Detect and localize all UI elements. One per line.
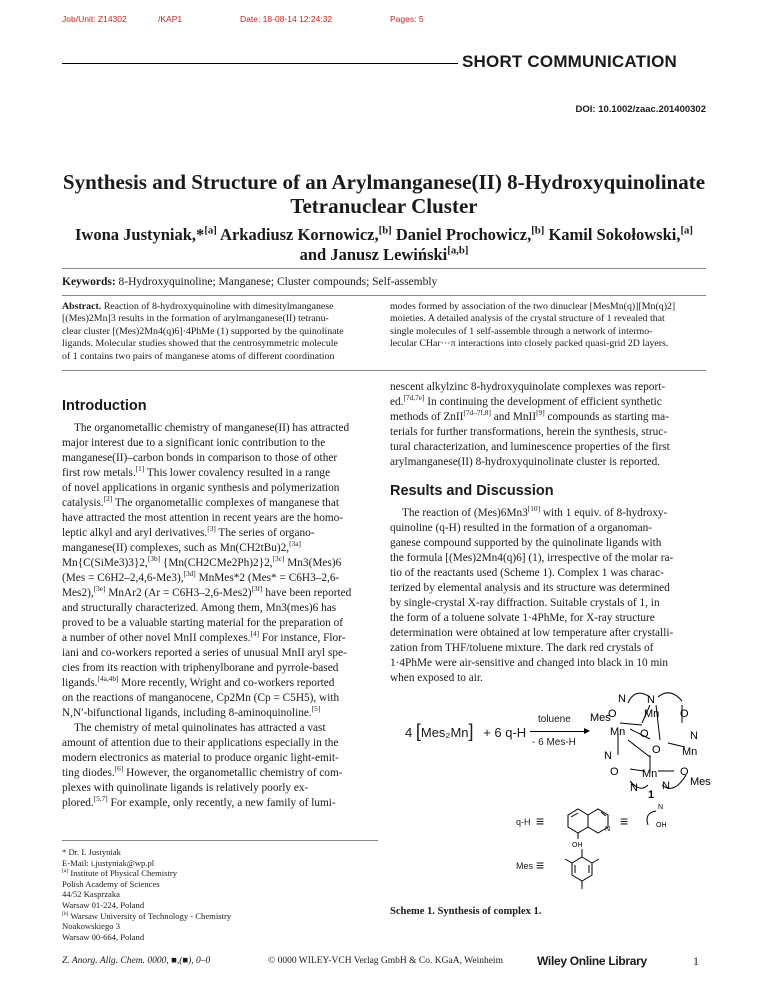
- text-line: amount of attention due to their applications especially in the: [62, 737, 339, 749]
- coefficient: 4: [405, 725, 413, 740]
- text-line: Polish Academy of Sciences: [62, 878, 160, 889]
- scheme-atom-label: OH: [656, 822, 667, 829]
- scheme-atom-label: N: [647, 694, 655, 706]
- text-line: [b] Warsaw University of Technology - Chemistry: [62, 910, 232, 921]
- title-line-1: Synthesis and Structure of an Arylmanganese(II) 8-Hydroxyquinolinate: [62, 170, 706, 194]
- author-0: Iwona Justyniak,*[a]: [75, 224, 217, 244]
- text-line: major interest due to a significant ionic contribution to the: [62, 437, 326, 449]
- text-line: 1·4PhMe were air-sensitive and changed into black in 10 min: [390, 657, 669, 669]
- solvent-label: toluene: [538, 714, 571, 725]
- text-line: and structurally characterized. Among them, Mn3(mes)6 has: [62, 602, 337, 614]
- date-stamp: Date: 18-08-14 12:24:32: [240, 14, 333, 24]
- scheme-atom-label: N: [605, 826, 611, 833]
- text-line: 44/52 Kasprzaka: [62, 889, 120, 900]
- text-line: Mes2),[3e] MnAr2 (Ar = C6H3–2,6-Mes2)[3f] have been reported: [62, 584, 352, 599]
- text-line: The reaction of (Mes)6Mn3[10] with 1 equiv. of 8-hydroxy-: [402, 504, 668, 519]
- text-line: methods of ZnII[7d–7f,8] and MnII[9] compounds as starting ma-: [390, 408, 669, 423]
- rule-top-abstract: [62, 295, 706, 296]
- text-line: Noakowskiego 3: [62, 921, 120, 932]
- section-label: SHORT COMMUNICATION: [462, 52, 678, 71]
- text-line: quinoline (q-H) resulted in the formation of a organoman-: [390, 522, 653, 534]
- text-line: by single-crystal X-ray diffraction. Suitable crystals of 1, in: [390, 597, 660, 609]
- intro-text: [62, 421, 378, 811]
- scheme-atom-label: N: [690, 730, 698, 742]
- scheme-atom-label: O: [652, 744, 661, 756]
- scheme-atom-label: N: [630, 782, 638, 794]
- product-structure: [590, 685, 715, 800]
- authors-line-2: [20, 245, 748, 265]
- text-line: * Dr. I. Justyniak: [62, 847, 121, 857]
- equiv-sign: ≡: [536, 813, 545, 829]
- text-line: a number of other novel MnII complexes.[4] For instance, Flor-: [62, 629, 346, 644]
- scheme-atom-label: Mes: [590, 712, 611, 724]
- doi: DOI: 10.1002/zaac.201400302: [575, 104, 706, 115]
- abstract-line: ligands. Molecular studies showed that the centrosymmetric molecule: [62, 338, 338, 350]
- author-affiliation: [a,b]: [447, 244, 469, 257]
- text-line: determination were obtained at low temperature after crystalli-: [390, 627, 674, 639]
- text-line: plored.[5,7] For example, only recently, a new family of lumi-: [62, 794, 336, 809]
- text-line: catalysis.[2] The organometallic complexes of manganese that: [62, 494, 339, 509]
- text-line: arylmanganese(II) 8-hydroxyquinolinate cluster is reported.: [390, 456, 661, 468]
- scheme-atom-label: N: [658, 804, 664, 811]
- text-line: E-Mail: i.justyniak@wp.pl: [62, 857, 155, 868]
- text-line: ed.[7d,7e] In continuing the development of efficient synthetic: [390, 393, 662, 408]
- copyright: © 0000 WILEY-VCH Verlag GmbH & Co. KGaA, Weinheim: [268, 956, 503, 966]
- page-count: Pages: 5: [390, 14, 424, 24]
- abstract-right: [390, 301, 706, 351]
- text-line: the formula [(Mes)2Mn4(q)6] (1), irrespective of the molar ra-: [390, 552, 674, 564]
- text-line: of novel applications in organic synthesis and polymerization: [62, 482, 340, 494]
- scheme-atom-label: O: [610, 766, 619, 778]
- text-line: [a] Institute of Physical Chemistry: [62, 868, 178, 879]
- byproduct-label: - 6 Mes-H: [532, 737, 576, 748]
- footnote-rule: [62, 840, 378, 841]
- scheme-atom-label: O: [640, 728, 649, 740]
- text-line: tio of the reactants used (Scheme 1). Complex 1 was charac-: [390, 567, 664, 579]
- equiv-sign-3: ≡: [536, 857, 545, 873]
- text-line: proved to be a valuable starting material for the preparation of: [62, 617, 344, 629]
- text-line: plexes with quinolinate ligands is relatively poorly ex-: [62, 782, 309, 794]
- text-line: modern electronics as material to produce organic light-emit-: [62, 752, 339, 764]
- scheme-1: [390, 685, 720, 895]
- scheme-atom-label: N: [618, 693, 626, 705]
- text-line: lecular CHar···π interactions into closely packed quasi-grid 2D layers.: [390, 338, 669, 350]
- scheme-atom-label: 1: [648, 789, 655, 800]
- text-line: zation from THF/toluene mixture. The dark red crystals of: [390, 642, 654, 654]
- scheme-atom-label: Mes: [690, 776, 711, 788]
- qh-legend-label: q-H: [516, 817, 531, 827]
- text-line: when exposed to air.: [390, 672, 483, 684]
- text-line: manganese(II) complexes, such as Mn(CH2tBu)2,[3a]: [62, 539, 301, 554]
- reaction-arrow: [530, 731, 588, 732]
- text-line: The organometallic chemistry of manganese(II) has attracted: [74, 422, 350, 434]
- scheme-atom-label: O: [680, 766, 689, 778]
- reactant-group: 4 [Mes₂Mn] + 6 q-H: [405, 721, 527, 741]
- scheme-atom-label: O: [680, 708, 689, 720]
- author-lewinski: and Janusz Lewiński: [299, 245, 448, 264]
- results-heading: Results and Discussion: [390, 483, 554, 499]
- text-line: tural characterization, and luminescence properties of the first: [390, 441, 670, 453]
- author-3: Kamil Sokołowski,[a]: [548, 224, 693, 244]
- text-line: moieties. A detailed analysis of the crystal structure of 1 revealed that: [390, 313, 665, 325]
- abstract-line: [(Mes)2Mn]3 results in the formation of arylmanganese(II) tetranu-: [62, 313, 329, 325]
- abstract-line: clear cluster [(Mes)2Mn4(q)6]·4PhMe (1) supported by the quinolinate: [62, 325, 344, 337]
- authors-line-1: [20, 225, 748, 245]
- keywords-text: 8-Hydroxyquinoline; Manganese; Cluster compounds; Self-assembly: [118, 276, 438, 288]
- kap-code: /KAP1: [158, 14, 183, 24]
- author-1: Arkadiusz Kornowicz,[b]: [220, 224, 392, 244]
- text-line: single molecules of 1 self-assemble through a network of intermo-: [390, 325, 653, 337]
- text-line: iani and co-workers reported a series of unusual MnII aryl spe-: [62, 647, 347, 659]
- text-line: manganese(II)–carbon bonds in comparison to those of other: [62, 452, 338, 464]
- mesityl-structure-icon: [560, 847, 604, 895]
- wiley-online-library-logo[interactable]: Wiley Online Library: [537, 954, 647, 968]
- article-title: [40, 170, 728, 218]
- text-line: the form of a toluene solvate 1·4PhMe, for X-ray structure: [390, 612, 655, 624]
- text-line: cies from its reaction with triphenylborane and pyrrole-based: [62, 662, 339, 674]
- text-line: ting diodes.[6] However, the organometallic chemistry of com-: [62, 764, 343, 779]
- keywords-label: Keywords:: [62, 276, 116, 288]
- scheme-atom-label: Mn: [682, 746, 698, 758]
- text-line: leptic alkyl and aryl derivatives.[3] The series of organo-: [62, 524, 315, 539]
- author-2: Daniel Prochowicz,[b]: [395, 224, 545, 244]
- reagent-qh: + 6 q-H: [483, 725, 527, 740]
- equiv-sign-2: ≡: [620, 813, 629, 829]
- results-text: [390, 506, 706, 686]
- job-unit: Job/Unit: Z14302: [62, 14, 127, 24]
- text-line: terized by elemental analysis and its structure was determined: [390, 582, 670, 594]
- affiliations: [62, 847, 378, 942]
- intro-continued: [390, 380, 706, 470]
- text-line: ganese compound supported by the quinolinate ligands with: [390, 537, 662, 549]
- abstract-line: Abstract. Reaction of 8-hydroxyquinoline with dimesitylmanganese: [62, 301, 334, 312]
- scheme-atom-label: Mn: [610, 726, 626, 738]
- mes-legend-label: Mes: [516, 861, 534, 871]
- scheme-atom-label: Mn: [644, 708, 660, 720]
- rule-bottom-abstract: [62, 370, 706, 371]
- scheme-caption: Scheme 1. Synthesis of complex 1.: [390, 906, 542, 917]
- text-line: Warsaw 01-224, Poland: [62, 899, 145, 910]
- text-line: modes formed by association of the two dinuclear [MesMn(q)][Mn(q)2]: [390, 301, 676, 312]
- text-line: The chemistry of metal quinolinates has attracted a vast: [74, 722, 326, 734]
- text-line: have attracted the most attention in recent years are the homo-: [62, 512, 344, 524]
- scheme-atom-label: N: [662, 780, 670, 792]
- keywords: [62, 276, 437, 288]
- text-line: Warsaw 00-664, Poland: [62, 931, 145, 942]
- rule-top-keywords: [62, 268, 706, 269]
- scheme-atom-label: Mn: [642, 768, 658, 780]
- title-line-2: Tetranuclear Cluster: [290, 194, 478, 218]
- reactant-mes2mn: Mes₂Mn: [420, 725, 469, 740]
- scheme-atom-label: O: [608, 708, 617, 720]
- abstract-left: [62, 301, 378, 363]
- page-number: 1: [693, 954, 699, 968]
- journal-citation: Z. Anorg. Allg. Chem. 0000, ■,(■), 0–0: [62, 956, 211, 966]
- text-line: first row metals.[1] This lower covalency resulted in a range: [62, 464, 331, 479]
- text-line: ligands.[4a,4b] More recently, Wright and co-workers reported: [62, 674, 335, 689]
- text-line: N,N′-bifunctional ligands, including 8-aminoquinoline.[5]: [62, 704, 321, 719]
- header-rule: [62, 63, 458, 64]
- text-line: on the reactions of manganocene, Cp2Mn (Cp = C5H5), with: [62, 692, 340, 704]
- scheme-atom-label: OH: [572, 842, 583, 849]
- intro-heading: Introduction: [62, 398, 147, 414]
- scheme-atom-label: N: [604, 750, 612, 762]
- text-line: (Mes = C6H2–2,4,6-Me3),[3d] MnMes*2 (Mes* = C6H3–2,6-: [62, 569, 340, 584]
- quinoline-structure-icon: [558, 803, 618, 849]
- text-line: nescent alkylzinc 8-hydroxyquinolate complexes was report-: [390, 381, 666, 393]
- abstract-line: of 1 contains two pairs of manganese atoms of different coordination: [62, 350, 335, 362]
- text-line: terials for further transformations, herein the synthesis, struc-: [390, 426, 668, 438]
- qh-simplified-icon: [638, 801, 678, 837]
- text-line: Mn{C(SiMe3)3}2,[3b] {Mn(CH2CMe2Ph)2}2,[3c] Mn3(Mes)6: [62, 554, 342, 569]
